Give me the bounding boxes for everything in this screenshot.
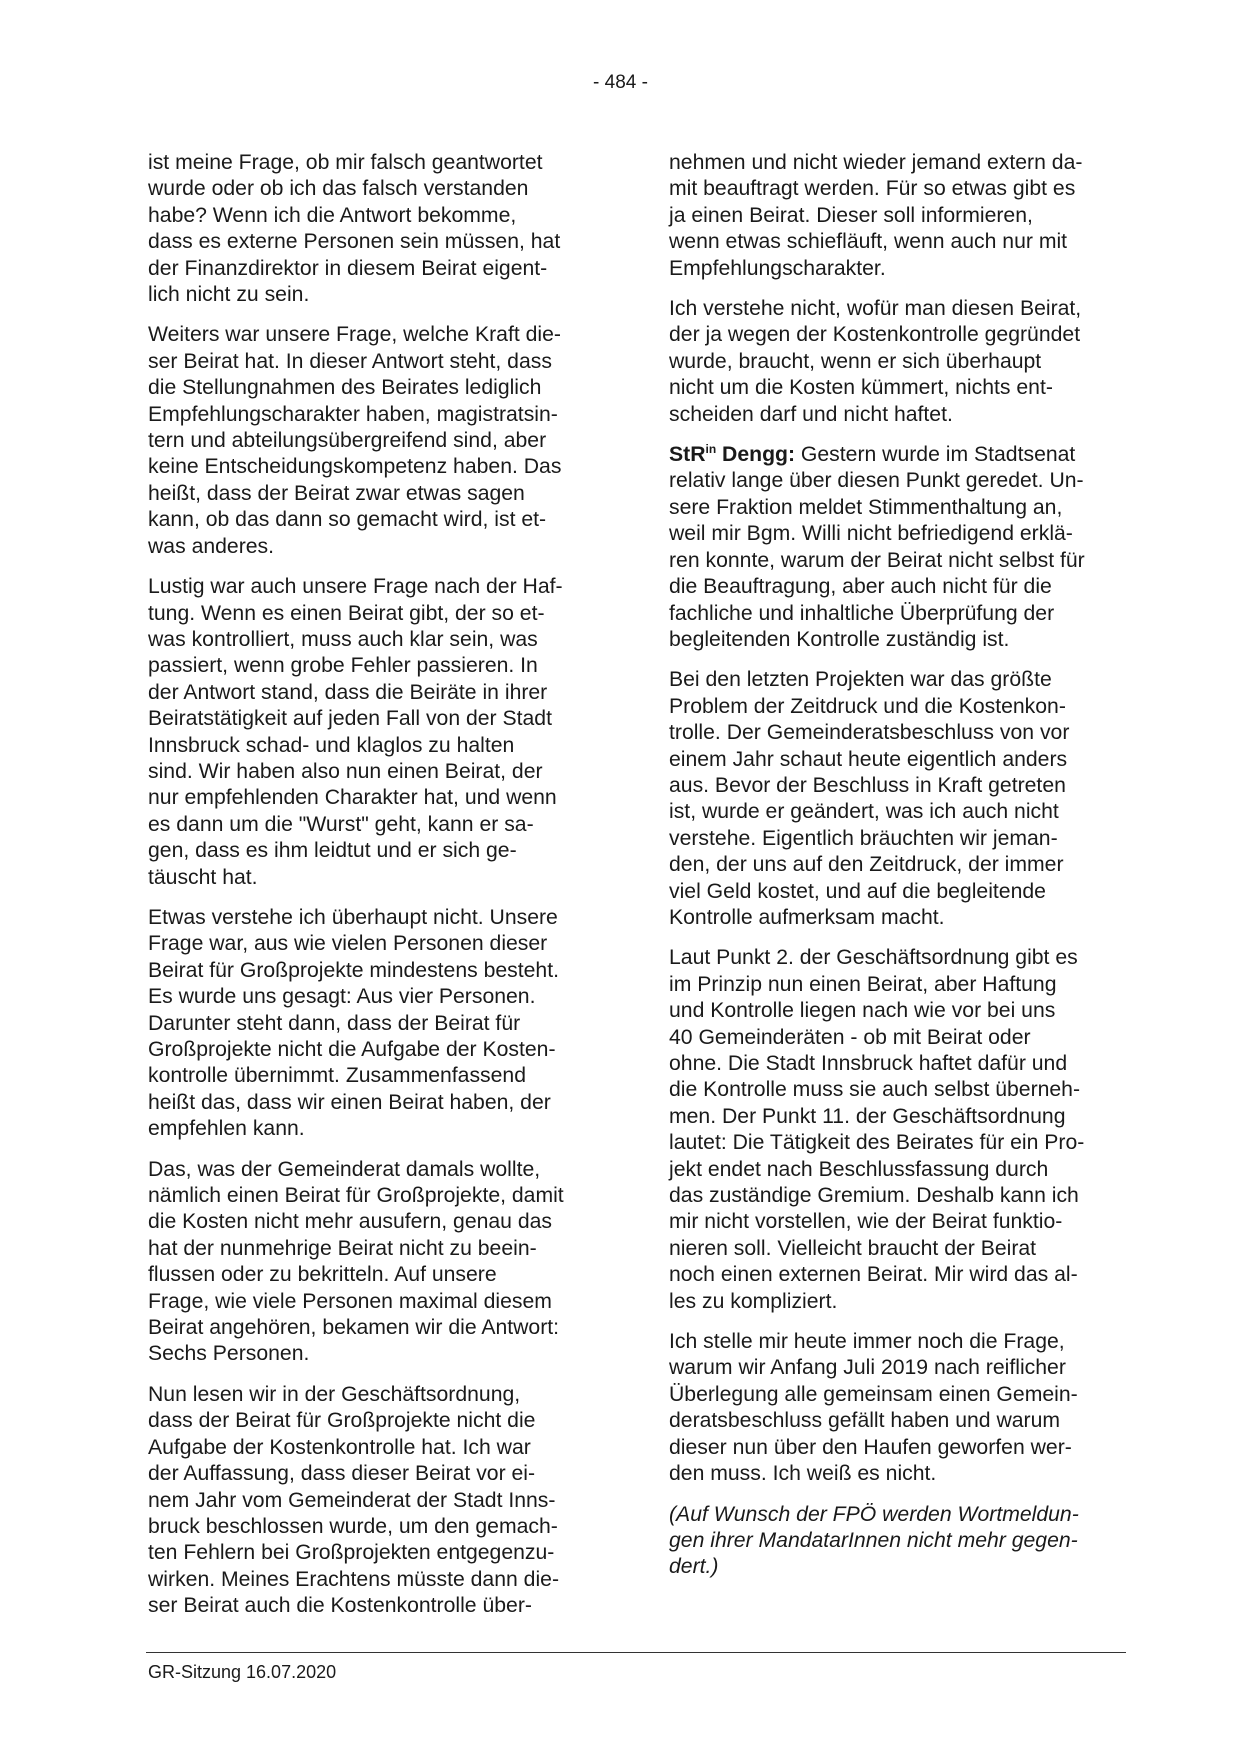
text-line: scheiden darf und nicht haftet. xyxy=(669,402,953,426)
text-line: gen ihrer MandatarInnen nicht mehr gegen- xyxy=(669,1528,1078,1552)
paragraph-left-4 xyxy=(148,905,598,1143)
text-line: dass es externe Personen sein müssen, hat xyxy=(148,230,561,254)
text-line: bruck beschlossen wurde, um den gemach- xyxy=(148,1514,558,1538)
text-line: ren konnte, warum der Beirat nicht selbst für xyxy=(669,548,1085,572)
text-line: das zuständige Gremium. Deshalb kann ich xyxy=(669,1184,1079,1208)
text-line: im Prinzip nun einen Beirat, aber Haftung xyxy=(669,972,1057,996)
text-line: der Finanzdirektor in diesem Beirat eigent- xyxy=(148,256,548,280)
text-line: einem Jahr schaut heute eigentlich anders xyxy=(669,747,1068,771)
text-line: (Auf Wunsch der FPÖ werden Wortmeldun- xyxy=(669,1502,1079,1526)
text-line: ten Fehlern bei Großprojekten entgegenzu- xyxy=(148,1541,555,1565)
text-line: ser Beirat auch die Kostenkontrolle über- xyxy=(148,1594,532,1618)
text-line: Nun lesen wir in der Geschäftsordnung, xyxy=(148,1382,521,1406)
paragraph-left-2 xyxy=(148,322,598,560)
text-line: Kontrolle aufmerksam macht. xyxy=(669,905,945,929)
text-line: tung. Wenn es einen Beirat gibt, der so et- xyxy=(148,601,545,625)
text-line: nehmen und nicht wieder jemand extern da- xyxy=(669,151,1083,174)
text-line: heißt, dass der Beirat zwar etwas sagen xyxy=(148,481,525,505)
left-column xyxy=(148,150,598,1634)
paragraph-left-3 xyxy=(148,574,598,891)
text-line: heißt das, dass wir einen Beirat haben, der xyxy=(148,1090,551,1114)
speaker-sup: in xyxy=(705,442,717,456)
text-line: Ich stelle mir heute immer noch die Frage, xyxy=(669,1330,1065,1354)
text-line: Aufgabe der Kostenkontrolle hat. Ich war xyxy=(148,1435,531,1459)
text-line: noch einen externen Beirat. Mir wird das al- xyxy=(669,1263,1078,1287)
text-line: sere Fraktion meldet Stimmenthaltung an, xyxy=(669,495,1063,519)
text-line: der Antwort stand, dass die Beiräte in ihrer xyxy=(148,680,548,704)
paragraph-right-6 xyxy=(669,1329,1129,1487)
text-line: relativ lange über diesen Punkt geredet. Un- xyxy=(669,469,1084,493)
text-line: ist, wurde er geändert, was ich auch nicht xyxy=(669,800,1059,824)
text-line: und Kontrolle liegen nach wie vor bei uns xyxy=(669,999,1056,1023)
text-line: Frage war, aus wie vielen Personen dieser xyxy=(148,932,548,956)
text-line: Es wurde uns gesagt: Aus vier Personen. xyxy=(148,985,536,1009)
text-line: passiert, wenn grobe Fehler passieren. In xyxy=(148,654,538,678)
text-line: viel Geld kostet, und auf die begleitende xyxy=(669,879,1046,903)
text-line: tern und abteilungsübergreifend sind, aber xyxy=(148,429,547,453)
text-line: der ja wegen der Kostenkontrolle gegründet xyxy=(669,323,1081,347)
text-line: lautet: Die Tätigkeit des Beirates für ein Pro- xyxy=(669,1131,1085,1155)
text-line: den muss. Ich weiß es nicht. xyxy=(669,1462,937,1486)
text-line: Empfehlungscharakter. xyxy=(669,256,886,280)
text-line: Frage, wie viele Personen maximal diesem xyxy=(148,1289,552,1313)
text-line: empfehlen kann. xyxy=(148,1117,305,1141)
speaker-name: Dengg: xyxy=(716,443,796,467)
text-line: aus. Bevor der Beschluss in Kraft getreten xyxy=(669,773,1066,797)
text-line: was kontrolliert, muss auch klar sein, was xyxy=(148,627,538,651)
text-line: ja einen Beirat. Dieser soll informieren, xyxy=(669,203,1033,227)
text-line: der Auffassung, dass dieser Beirat vor ei- xyxy=(148,1462,536,1486)
text-line: verstehe. Eigentlich bräuchten wir jeman- xyxy=(669,826,1058,850)
text-line: jekt endet nach Beschlussfassung durch xyxy=(669,1157,1049,1181)
text-line: mit beauftragt werden. Für so etwas gibt es xyxy=(669,177,1076,201)
text-line: Lustig war auch unsere Frage nach der Haf- xyxy=(148,575,563,599)
text-line: Überlegung alle gemeinsam einen Gemein- xyxy=(669,1382,1078,1406)
text-line: hat der nunmehrige Beirat nicht zu beein- xyxy=(148,1236,537,1260)
text-line: Problem der Zeitdruck und die Kostenkon- xyxy=(669,694,1066,718)
text-line: wurde, braucht, wenn er sich überhaupt xyxy=(669,349,1042,373)
paragraph-left-1 xyxy=(148,150,598,308)
text-line: kontrolle übernimmt. Zusammenfassend xyxy=(148,1064,527,1088)
text-line: begleitenden Kontrolle zuständig ist. xyxy=(669,627,1010,651)
text-line: Beirat angehören, bekamen wir die Antwort: xyxy=(148,1316,560,1340)
text-line: trolle. Der Gemeinderatsbeschluss von vor xyxy=(669,721,1070,745)
text-line: Darunter steht dann, dass der Beirat für xyxy=(148,1011,521,1035)
text-line: weil mir Bgm. Willi nicht befriedigend erklä- xyxy=(669,522,1073,546)
text-line: die Stellungnahmen des Beirates lediglich xyxy=(148,376,542,400)
text-line: Beirat für Großprojekte mindestens besteht. xyxy=(148,958,559,982)
speaker-label xyxy=(669,443,795,466)
text-line: die Kosten nicht mehr ausufern, genau das xyxy=(148,1210,553,1234)
speech-start: Gestern wurde im Stadtsenat xyxy=(795,443,1076,467)
text-line: deratsbeschluss gefällt haben und warum xyxy=(669,1409,1061,1433)
text-line: es dann um die "Wurst" geht, kann er sa- xyxy=(148,812,534,836)
paragraph-right-3 xyxy=(669,442,1129,653)
text-line: Das, was der Gemeinderat damals wollte, xyxy=(148,1157,541,1181)
text-line: dert.) xyxy=(669,1555,719,1579)
text-line: ist meine Frage, ob mir falsch geantwortet xyxy=(148,151,543,174)
text-line: nur empfehlenden Charakter hat, und wenn xyxy=(148,786,557,810)
text-line: ser Beirat hat. In dieser Antwort steht, dass xyxy=(148,349,552,373)
paragraph-left-6 xyxy=(148,1382,598,1620)
text-line: den, der uns auf den Zeitdruck, der immer xyxy=(669,853,1064,877)
paragraph-right-5 xyxy=(669,945,1129,1315)
text-line: täuscht hat. xyxy=(148,865,258,889)
text-line: flussen oder zu bekritteln. Auf unsere xyxy=(148,1263,497,1287)
text-line: Großprojekte nicht die Aufgabe der Kosten- xyxy=(148,1038,556,1061)
text-line: dass der Beirat für Großprojekte nicht die xyxy=(148,1409,536,1433)
editorial-note xyxy=(669,1502,1129,1581)
text-line: gen, dass es ihm leidtut und er sich ge- xyxy=(148,839,517,863)
text-line: Sechs Personen. xyxy=(148,1342,310,1366)
text-line: dieser nun über den Haufen geworfen wer- xyxy=(669,1435,1072,1459)
text-line: nem Jahr vom Gemeinderat der Stadt Inns- xyxy=(148,1488,556,1512)
right-column xyxy=(669,150,1129,1595)
text-line: wenn etwas schiefläuft, wenn auch nur mit xyxy=(669,230,1068,254)
text-line: Laut Punkt 2. der Geschäftsordnung gibt es xyxy=(669,946,1078,970)
text-line: die Beauftragung, aber auch nicht für die xyxy=(669,575,1052,599)
text-line: Ich verstehe nicht, wofür man diesen Beirat, xyxy=(669,297,1082,321)
text-line: fachliche und inhaltliche Überprüfung der xyxy=(669,601,1055,625)
text-line: mir nicht vorstellen, wie der Beirat funktio- xyxy=(669,1210,1063,1234)
text-line: wurde oder ob ich das falsch verstanden xyxy=(148,177,529,201)
text-line: was anderes. xyxy=(148,534,275,558)
text-line: nieren soll. Vielleicht braucht der Beirat xyxy=(669,1236,1037,1260)
paragraph-right-4 xyxy=(669,667,1129,931)
text-line: warum wir Anfang Juli 2019 nach reiflicher xyxy=(669,1356,1066,1380)
text-line: keine Entscheidungskompetenz haben. Das xyxy=(148,455,562,479)
text-line: nämlich einen Beirat für Großprojekte, damit xyxy=(148,1184,564,1208)
text-line: les zu kompliziert. xyxy=(669,1289,838,1313)
paragraph-right-2 xyxy=(669,296,1129,428)
page-number: - 484 - xyxy=(593,72,648,93)
text-line xyxy=(669,442,1129,468)
text-line: Weiters war unsere Frage, welche Kraft die- xyxy=(148,323,561,347)
footer-session-label: GR-Sitzung 16.07.2020 xyxy=(148,1662,337,1682)
paragraph-right-1 xyxy=(669,150,1129,282)
text-line: Innsbruck schad- und klaglos zu halten xyxy=(148,733,515,757)
text-line: nicht um die Kosten kümmert, nichts ent- xyxy=(669,376,1053,400)
text-line: Etwas verstehe ich überhaupt nicht. Unsere xyxy=(148,905,558,929)
speaker-prefix: StR xyxy=(669,443,706,467)
text-line: men. Der Punkt 11. der Geschäftsordnung xyxy=(669,1104,1066,1128)
text-line: Empfehlungscharakter haben, magistratsin- xyxy=(148,402,558,426)
text-line: wirken. Meines Erachtens müsste dann die- xyxy=(148,1567,559,1591)
text-line: ohne. Die Stadt Innsbruck haftet dafür und xyxy=(669,1052,1068,1075)
paragraph-left-5 xyxy=(148,1157,598,1368)
text-line: Bei den letzten Projekten war das größte xyxy=(669,668,1052,692)
footer-divider xyxy=(146,1652,1126,1653)
text-line: Beiratstätigkeit auf jeden Fall von der Stadt xyxy=(148,707,552,731)
text-line: 40 Gemeinderäten - ob mit Beirat oder xyxy=(669,1025,1031,1049)
text-line: kann, ob das dann so gemacht wird, ist et- xyxy=(148,508,547,532)
text-line: habe? Wenn ich die Antwort bekomme, xyxy=(148,203,517,227)
text-line: die Kontrolle muss sie auch selbst überneh- xyxy=(669,1078,1081,1102)
text-line: sind. Wir haben also nun einen Beirat, der xyxy=(148,759,543,783)
text-line: lich nicht zu sein. xyxy=(148,283,310,307)
